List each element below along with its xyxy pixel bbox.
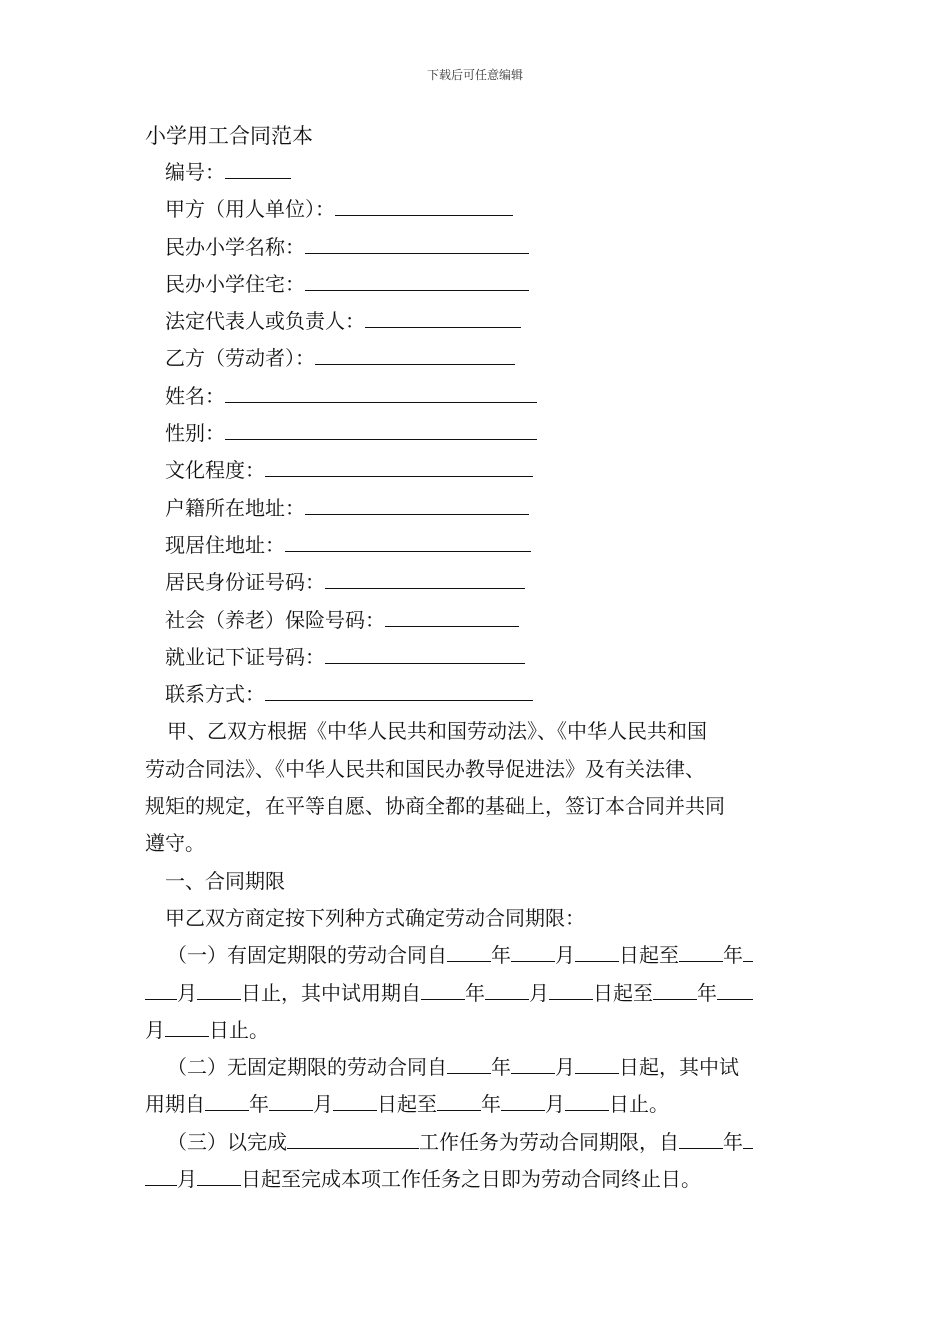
intro-line: 甲、乙双方根据《中华人民共和国劳动法》、《中华人民共和国	[167, 719, 707, 744]
field-blank[interactable]	[315, 342, 515, 365]
clause-line: （一）有固定期限的劳动合同自 年 月 日起至 年	[145, 937, 810, 974]
blank-line[interactable]	[197, 1163, 241, 1186]
blank-line[interactable]	[287, 1126, 419, 1149]
field-row	[145, 340, 810, 377]
clause-line: 月 日起至完成本项工作任务之日即为劳动合同终止日。	[145, 1161, 810, 1198]
blank-line[interactable]	[549, 977, 593, 1000]
field-row	[145, 564, 810, 601]
field-row	[145, 378, 810, 415]
clause-line: （三）以完成 工作任务为劳动合同期限，自 年	[145, 1124, 810, 1161]
header-note: 下载后可任意编辑	[426, 68, 523, 82]
field-blank[interactable]	[335, 193, 513, 216]
blank-line[interactable]	[575, 939, 619, 962]
field-blank[interactable]	[365, 305, 521, 328]
field-label: 现居住地址：	[165, 532, 285, 557]
field-row	[145, 639, 810, 676]
field-blank[interactable]	[265, 454, 533, 477]
field-label: 乙方（劳动者）：	[165, 346, 315, 371]
blank-line[interactable]	[197, 977, 241, 1000]
intro-line: 规矩的规定，在平等自愿、协商全都的基础上，签订本合同并共同	[145, 794, 725, 819]
field-row	[145, 191, 810, 228]
field-label: 社会（养老）保险号码：	[165, 607, 385, 632]
field-row	[145, 266, 810, 303]
field-label: 姓名：	[165, 383, 225, 408]
field-row	[145, 676, 810, 713]
field-label: 户籍所在地址：	[165, 495, 305, 520]
field-blank[interactable]	[305, 492, 529, 515]
field-blank[interactable]	[285, 529, 531, 552]
blank-line[interactable]	[447, 939, 491, 962]
field-blank[interactable]	[305, 268, 529, 291]
blank-line[interactable]	[679, 939, 723, 962]
blank-line[interactable]	[575, 1051, 619, 1074]
field-blank[interactable]	[225, 380, 537, 403]
blank-line[interactable]	[447, 1051, 491, 1074]
clause-line: 月 日止。	[145, 1012, 810, 1049]
blank-line[interactable]	[653, 977, 697, 1000]
field-blank[interactable]	[305, 231, 529, 254]
blank-line[interactable]	[511, 939, 555, 962]
clause-3	[145, 1124, 810, 1199]
clause-2	[145, 1049, 810, 1124]
field-blank[interactable]	[385, 604, 519, 627]
field-row	[145, 490, 810, 527]
blank-line[interactable]	[333, 1088, 377, 1111]
field-label: 文化程度：	[165, 458, 265, 483]
intro-line: 遵守。	[145, 831, 205, 856]
field-row	[145, 303, 810, 340]
field-label: 居民身份证号码：	[165, 570, 325, 595]
blank-line[interactable]	[485, 977, 529, 1000]
blank-line[interactable]	[679, 1126, 723, 1149]
field-label: 民办小学名称：	[165, 234, 305, 259]
blank-line[interactable]	[205, 1088, 249, 1111]
clause-1	[145, 937, 810, 1049]
clause-line: 用期自 年 月 日起至 年 月 日止。	[145, 1086, 810, 1123]
blank-line[interactable]	[565, 1088, 609, 1111]
field-label: 甲方（用人单位）：	[165, 197, 335, 222]
blank-line[interactable]	[145, 1163, 177, 1186]
field-blank[interactable]	[225, 156, 291, 179]
blank-line[interactable]	[511, 1051, 555, 1074]
field-label: 联系方式：	[165, 682, 265, 707]
field-row	[145, 154, 810, 191]
section-heading: 一、合同期限	[165, 868, 285, 893]
clause-line: 月 日止，其中试用期自 年 月 日起至 年	[145, 975, 810, 1012]
blank-line[interactable]	[269, 1088, 313, 1111]
blank-line[interactable]	[717, 977, 753, 1000]
field-blank[interactable]	[325, 641, 525, 664]
blank-line[interactable]	[743, 939, 753, 962]
clause-line: （二）无固定期限的劳动合同自 年 月 日起，其中试	[145, 1049, 810, 1086]
field-label: 民办小学住宅：	[165, 271, 305, 296]
field-label: 就业记下证号码：	[165, 644, 325, 669]
section-lead: 甲乙双方商定按下列种方式确定劳动合同期限：	[165, 905, 585, 930]
field-row	[145, 415, 810, 452]
blank-line[interactable]	[437, 1088, 481, 1111]
blank-line[interactable]	[145, 977, 177, 1000]
blank-line[interactable]	[421, 977, 465, 1000]
blank-line[interactable]	[165, 1014, 209, 1037]
field-row	[145, 229, 810, 266]
blank-line[interactable]	[743, 1126, 753, 1149]
field-row	[145, 452, 810, 489]
intro-line: 劳动合同法》、《中华人民共和国民办教导促进法》及有关法律、	[145, 756, 705, 781]
document-body	[145, 118, 810, 1198]
blank-line[interactable]	[501, 1088, 545, 1111]
field-label: 性别：	[165, 421, 225, 446]
document-title: 小学用工合同范本	[145, 124, 313, 148]
field-label: 编号：	[165, 160, 225, 184]
intro-paragraph	[145, 713, 810, 862]
field-list	[145, 154, 810, 713]
field-label: 法定代表人或负责人：	[165, 309, 365, 334]
field-blank[interactable]	[325, 566, 525, 589]
field-row	[145, 602, 810, 639]
field-row	[145, 527, 810, 564]
field-blank[interactable]	[225, 417, 537, 440]
field-blank[interactable]	[265, 678, 533, 701]
